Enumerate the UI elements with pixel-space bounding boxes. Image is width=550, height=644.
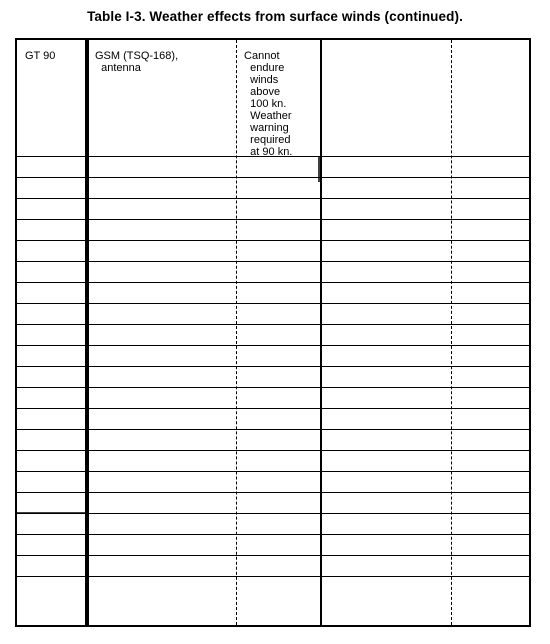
scan-mark xyxy=(17,512,86,514)
row1-col3-cell: Cannot endure winds above 100 kn. Weather warning required at 90 kn. xyxy=(244,50,293,158)
row-divider xyxy=(17,219,529,220)
row-divider xyxy=(17,240,529,241)
row-divider xyxy=(17,429,529,430)
row-divider xyxy=(17,576,529,577)
row-divider xyxy=(17,156,529,157)
row-divider xyxy=(17,534,529,535)
row-divider xyxy=(17,261,529,262)
column-divider-3 xyxy=(236,40,237,625)
column-divider-4 xyxy=(320,40,322,625)
row-divider xyxy=(17,471,529,472)
row1-col1-cell: GT 90 xyxy=(25,50,56,62)
row-divider xyxy=(17,450,529,451)
scan-mark xyxy=(318,156,321,182)
row-divider xyxy=(17,345,529,346)
row-divider xyxy=(17,555,529,556)
row-divider xyxy=(17,492,529,493)
weather-effects-table xyxy=(15,38,531,627)
row-divider xyxy=(17,282,529,283)
row-divider xyxy=(17,366,529,367)
row-divider xyxy=(17,198,529,199)
row-divider xyxy=(17,513,529,514)
row-divider xyxy=(17,408,529,409)
column-divider-2 xyxy=(87,40,89,625)
row-divider xyxy=(17,324,529,325)
row-divider xyxy=(17,387,529,388)
row1-col2-cell: GSM (TSQ-168), antenna xyxy=(95,50,179,74)
row-divider xyxy=(17,303,529,304)
row-divider xyxy=(17,177,529,178)
table-title: Table I-3. Weather effects from surface winds (continued). xyxy=(87,9,463,24)
column-divider-5 xyxy=(451,40,452,625)
